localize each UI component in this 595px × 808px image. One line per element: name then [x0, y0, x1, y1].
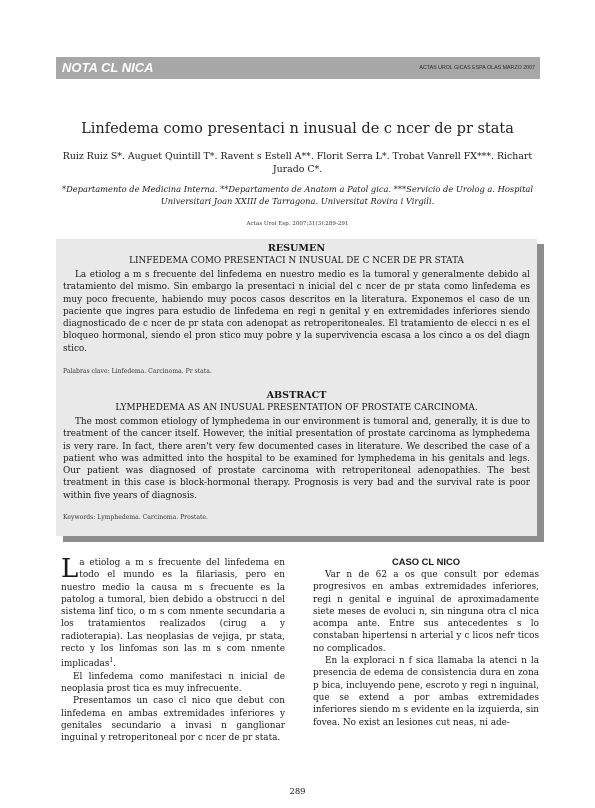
intro-paragraph: Presentamos un caso cl nico que debut con linfedema en ambas extremidades inferiores y genitales secundario a invasi n ganglionar inguinal y retroperitoneal por c ncer de pr stata. [61, 696, 285, 744]
resumen-paragraph: La etiolog a m s frecuente del linfedema en nuestro medio es la tumoral y generalmente debido al tratamiento del mismo. Sin embargo la presentaci n inicial del c ncer de pr stata como linfedema es muy poco frecuente, habiendo muy pocos casos descritos en la literatura. Exponemos el caso de un paciente que ingres para estudio de linfedema en regi n genital y en extremidades inferiores siendo diagnosticado de c ncer de pr stata con adenopat as retroperitoneales. El tratamiento de elecci n es el bloqueo hormonal, siendo el pron stico muy pobre y la supervivencia escasa a los cinco a os del diagn stico. [63, 270, 530, 354]
intro-text: a etiolog a m s frecuente del linfedema en todo el mundo es la filariasis, pero en nuestro medio la causa m s frecuente es la patolog a tumoral, bien debido a obstrucci n del sistema linf tico, o m s com nmente secundaria a los tratamientos realizados (cirug a y radioterapia). Las neoplasias de vejiga, pr stata, recto y los linfomas son las m s com nmente implicadas [61, 558, 285, 670]
intro-paragraph: El linfedema como manifestaci n inicial de neoplasia prost tica es muy infrecuente. [61, 671, 285, 694]
section-label: NOTA CL NICA [62, 60, 154, 75]
drop-cap: L [61, 554, 79, 584]
paper-title: Linfedema como presentaci n inusual de c ncer de pr stata [81, 121, 514, 137]
journal-reference: ACTAS UROL GICAS ESPA OLAS MARZO 2007 [419, 65, 535, 71]
intro-text-end: . [113, 659, 117, 670]
resumen-subheading: LINFEDEMA COMO PRESENTACI N INUSUAL DE C NCER DE PR STATA [129, 256, 464, 266]
intro-column [61, 554, 285, 744]
resumen-heading: RESUMEN [267, 243, 326, 254]
abstract-keywords: Keywords: Lymphedema. Carcinoma. Prostate. [63, 514, 208, 521]
intro-paragraph [61, 554, 285, 671]
abstract-paragraph: The most common etiology of lymphedema in our environment is tumoral and, generally, it is due to treatment of the cancer itself. However, the initial presentation of prostate carcinoma as lymphedema is very rare. In fact, there aren't very few documented cases in literature. We described the case of a patient who was admitted into the hospital to be examined for lymphedema in his genitals and legs. Our patient was diagnosed of prostate carcinoma with retroperitoneal adenopathies. The best treatment in this case is block-hormonal therapy. Prognosis is very bad and the survival rate is poor within five years of diagnosis. [63, 417, 530, 501]
abstract-body [63, 416, 530, 502]
author-list: Ruiz Ruiz S*. Auguet Quintill T*. Ravent s Estell A**. Florit Serra L*. Trobat Vanrell FX***. Richart Jurado C*. [62, 151, 533, 175]
citation: Actas Urol Esp. 2007;31(3):289-291 [246, 221, 349, 227]
case-paragraph: Var n de 62 a os que consult por edemas progresivos en ambas extremidades inferiores, regi n genital e inguinal de aproximadamente siete meses de evoluci n, sin ninguna otra cl nica acompa ante. Entre sus antecedentes s lo constaban hipertensi n arterial y c licos nefr ticos no complicados. [313, 570, 539, 654]
case-column [313, 569, 539, 729]
reference-marker: 1 [109, 657, 114, 665]
resumen-keywords: Palabras clave: Linfedema. Carcinoma. Pr stata. [63, 368, 212, 375]
case-paragraph: En la exploraci n f sica llamaba la atenci n la presencia de edema de consistencia dura en zona p bica, incluyendo pene, escroto y regi n inguinal, que se extend a por ambas extremidades inferiores siendo m s evidente en la izquierda, sin fovea. No exist an lesiones cut neas, ni ade- [313, 656, 539, 728]
case-heading: CASO CL NICO [391, 556, 461, 567]
resumen-body [63, 269, 530, 355]
abstract-heading: ABSTRACT [266, 390, 327, 401]
abstract-subheading: LYMPHEDEMA AS AN INUSUAL PRESENTATION OF PROSTATE CARCINOMA. [115, 403, 478, 413]
page-number: 289 [289, 786, 306, 796]
affiliations: *Departamento de Medicina Interna. **Departamento de Anatom a Patol gica. ***Servicio de Urolog a. Hospital Universitari Joan XXIII de Tarragona. Universitat Rovira i Virgili. [61, 184, 534, 206]
